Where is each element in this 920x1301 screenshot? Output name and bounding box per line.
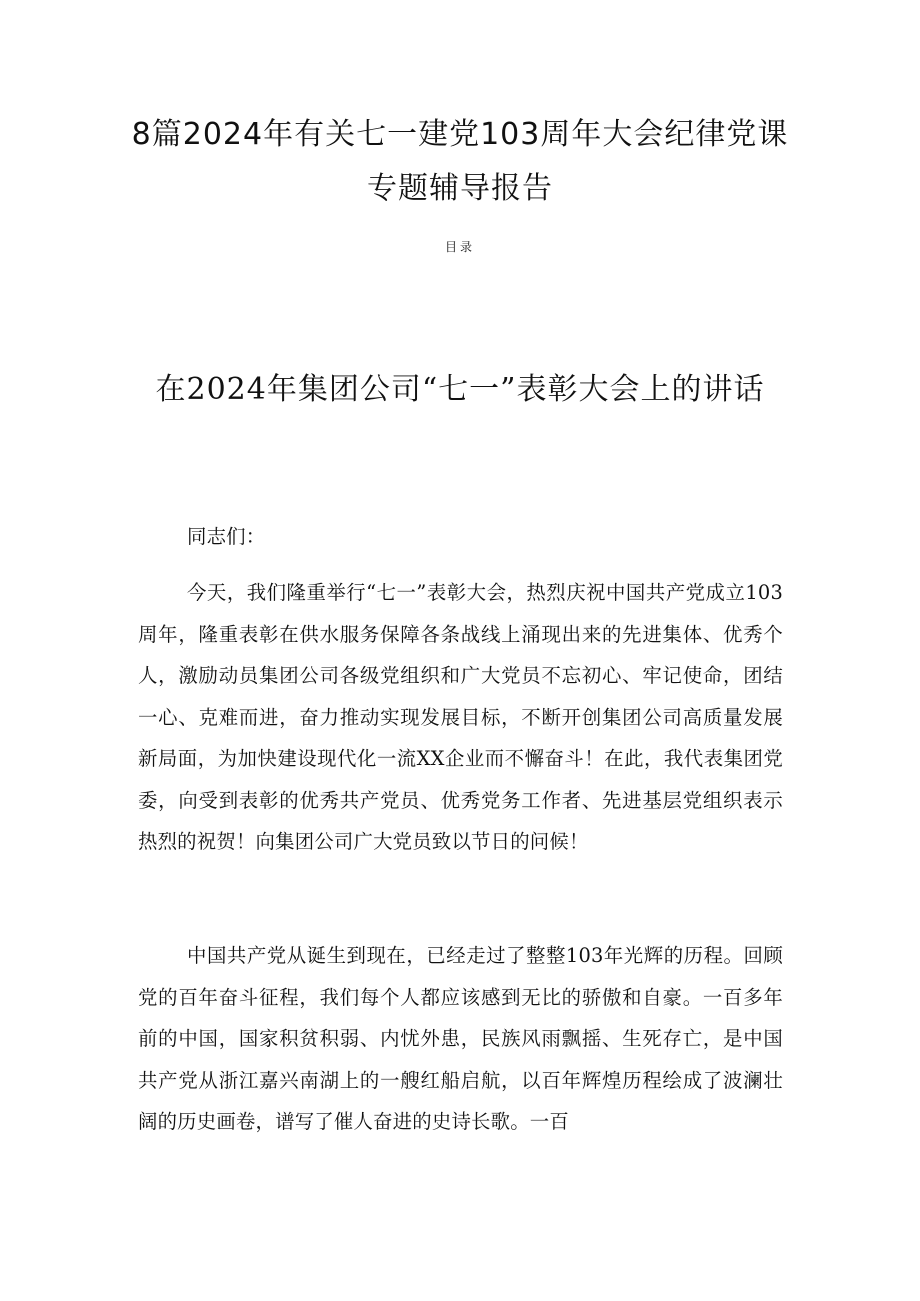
document-title: 8篇2024年有关七一建党103周年大会纪律党课专题辅导报告 (131, 117, 789, 206)
table-of-contents-label: 目录 (444, 240, 475, 254)
body-paragraph: 中国共产党从诞生到现在，已经走过了整整103年光辉的历程。回顾党的百年奋斗征程，我们每个人都应该感到无比的骄傲和自豪。一百多年前的中国，国家积贫积弱、内忧外患，民族风雨飘摇、生死存亡，是中国共产党从浙江嘉兴南湖上的一艘红船启航，以百年辉煌历程绘成了波澜壮阔的历史画卷，谱写了催人奋进的史诗长歌。一百 (138, 944, 783, 1133)
body-paragraph: 今天，我们隆重举行“七一”表彰大会，热烈庆祝中国共产党成立103周年，隆重表彰在供水服务保障各条战线上涌现出来的先进集体、优秀个人，激励动员集团公司各级党组织和广大党员不忘初心、牢记使命，团结一心、克难而进，奋力推动实现发展目标，不断开创集团公司高质量发展新局面，为加快建设现代化一流XX企业而不懈奋斗！在此，我代表集团党委，向受到表彰的优秀共产党员、优秀党务工作者、先进基层党组织表示热烈的祝贺！向集团公司广大党员致以节日的问候！ (138, 581, 783, 853)
section-title: 在2024年集团公司“七一”表彰大会上的讲话 (155, 372, 765, 407)
salutation: 同志们： (187, 525, 266, 548)
